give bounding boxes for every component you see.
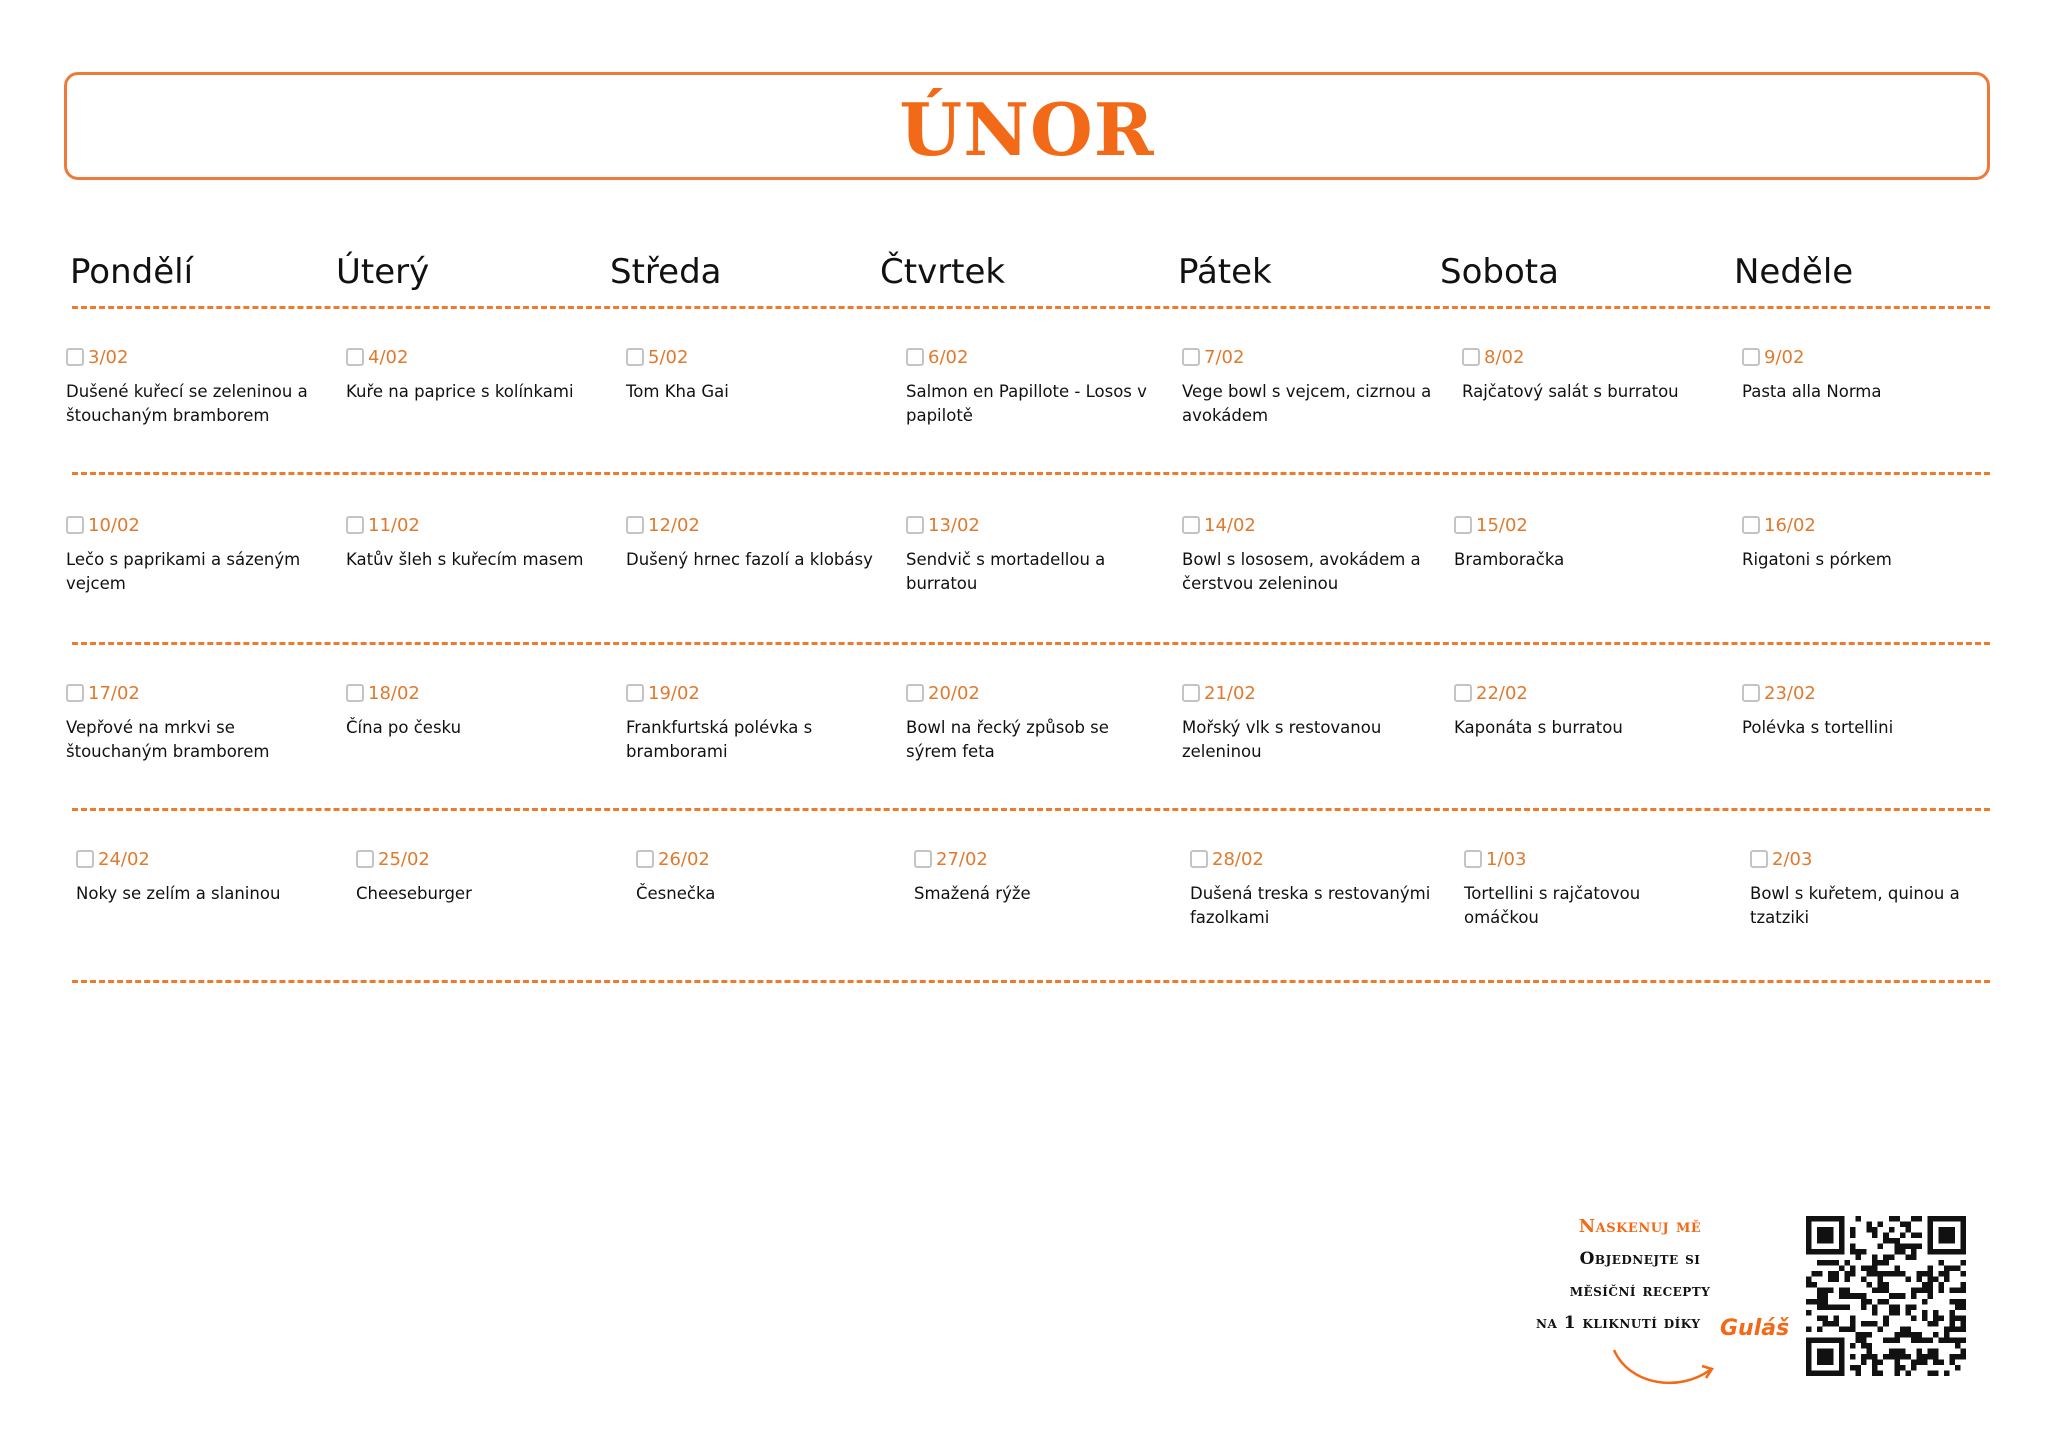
cell-header <box>1454 680 1709 706</box>
date-label: 24/02 <box>98 848 150 870</box>
promo-heading: Naskenuj mě <box>1578 1216 1702 1237</box>
date-label: 12/02 <box>648 514 700 536</box>
cell-header <box>346 680 601 706</box>
meal-checkbox[interactable] <box>906 684 924 702</box>
day-cell <box>1742 512 1997 572</box>
day-cell <box>1182 344 1437 428</box>
cell-header <box>1190 846 1445 872</box>
day-header: Pondělí <box>70 252 194 292</box>
date-label: 5/02 <box>648 346 689 368</box>
date-label: 22/02 <box>1476 682 1528 704</box>
meal-checkbox[interactable] <box>1750 850 1768 868</box>
day-cell <box>914 846 1169 906</box>
cell-header <box>1742 344 1997 370</box>
day-cell <box>66 680 321 764</box>
day-cell <box>66 344 321 428</box>
cell-header <box>1182 344 1437 370</box>
day-cell <box>906 512 1161 596</box>
meal-name: Tortellini s rajčatovou omáčkou <box>1464 884 1641 927</box>
date-label: 8/02 <box>1484 346 1525 368</box>
meal-name: Tom Kha Gai <box>626 382 729 401</box>
cell-header <box>626 680 881 706</box>
meal-checkbox[interactable] <box>66 348 84 366</box>
meal-name: Polévka s tortellini <box>1742 718 1894 737</box>
meal-checkbox[interactable] <box>1454 516 1472 534</box>
day-cell <box>346 680 601 740</box>
cell-header <box>346 344 601 370</box>
meal-checkbox[interactable] <box>1464 850 1482 868</box>
cell-header <box>1742 512 1997 538</box>
meal-checkbox[interactable] <box>356 850 374 868</box>
meal-name: Vepřové na mrkvi se štouchaným bramborem <box>66 718 270 761</box>
day-cell <box>626 680 881 764</box>
date-label: 11/02 <box>368 514 420 536</box>
meal-checkbox[interactable] <box>1454 684 1472 702</box>
cell-header <box>1462 344 1717 370</box>
meal-checkbox[interactable] <box>1182 348 1200 366</box>
day-cell <box>1742 344 1997 404</box>
day-cell <box>626 344 881 404</box>
meal-checkbox[interactable] <box>1462 348 1480 366</box>
day-cell <box>1454 680 1709 740</box>
date-label: 1/03 <box>1486 848 1527 870</box>
dashed-divider <box>72 472 1990 475</box>
day-cell <box>66 512 321 596</box>
day-cell <box>1464 846 1719 930</box>
date-label: 15/02 <box>1476 514 1528 536</box>
meal-name: Kuře na paprice s kolínkami <box>346 382 574 401</box>
cell-header <box>914 846 1169 872</box>
cell-header <box>356 846 611 872</box>
meal-name: Dušený hrnec fazolí a klobásy <box>626 550 873 569</box>
meal-checkbox[interactable] <box>906 516 924 534</box>
cell-header <box>626 512 881 538</box>
day-header: Úterý <box>336 252 430 292</box>
meal-name: Bowl s kuřetem, quinou a tzatziki <box>1750 884 1960 927</box>
day-header: Středa <box>610 252 722 292</box>
day-cell <box>1454 512 1709 572</box>
date-label: 27/02 <box>936 848 988 870</box>
date-label: 20/02 <box>928 682 980 704</box>
meal-checkbox[interactable] <box>626 348 644 366</box>
meal-checkbox[interactable] <box>906 348 924 366</box>
day-cell <box>1462 344 1717 404</box>
promo-line-2: měsíční recepty <box>1569 1281 1711 1301</box>
date-label: 23/02 <box>1764 682 1816 704</box>
cell-header <box>636 846 891 872</box>
curved-arrow-icon <box>1610 1346 1720 1396</box>
meal-name: Kaponáta s burratou <box>1454 718 1623 737</box>
day-header: Pátek <box>1178 252 1272 292</box>
meal-name: Pasta alla Norma <box>1742 382 1882 401</box>
date-label: 7/02 <box>1204 346 1245 368</box>
day-cell <box>1182 680 1437 764</box>
qr-code-icon[interactable] <box>1806 1216 1966 1376</box>
day-header: Neděle <box>1734 252 1854 292</box>
meal-name: Dušená treska s restovanými fazolkami <box>1190 884 1431 927</box>
date-label: 21/02 <box>1204 682 1256 704</box>
page-title: ÚNOR <box>899 87 1155 172</box>
meal-name: Cheeseburger <box>356 884 472 903</box>
day-cell <box>906 680 1161 764</box>
title-banner <box>64 72 1990 180</box>
meal-name: Mořský vlk s restovanou zeleninou <box>1182 718 1382 761</box>
date-label: 18/02 <box>368 682 420 704</box>
meal-checkbox[interactable] <box>1742 684 1760 702</box>
day-cell <box>346 512 601 572</box>
day-cell <box>636 846 891 906</box>
date-label: 17/02 <box>88 682 140 704</box>
day-cell <box>1190 846 1445 930</box>
date-label: 14/02 <box>1204 514 1256 536</box>
cell-header <box>906 680 1161 706</box>
meal-checkbox[interactable] <box>626 684 644 702</box>
meal-checkbox[interactable] <box>626 516 644 534</box>
brand-logo: Guláš <box>1720 1316 1790 1341</box>
date-label: 10/02 <box>88 514 140 536</box>
meal-checkbox[interactable] <box>346 684 364 702</box>
day-cell <box>1742 680 1997 740</box>
meal-checkbox[interactable] <box>636 850 654 868</box>
cell-header <box>1454 512 1709 538</box>
meal-checkbox[interactable] <box>346 516 364 534</box>
date-label: 13/02 <box>928 514 980 536</box>
cell-header <box>1464 846 1719 872</box>
cell-header <box>906 344 1161 370</box>
day-cell <box>76 846 331 906</box>
dashed-divider <box>72 980 1990 983</box>
day-cell <box>1182 512 1437 596</box>
date-label: 4/02 <box>368 346 409 368</box>
meal-name: Sendvič s mortadellou a burratou <box>906 550 1106 593</box>
date-label: 3/02 <box>88 346 129 368</box>
meal-name: Bowl s lososem, avokádem a čerstvou zeleninou <box>1182 550 1421 593</box>
meal-name: Česnečka <box>636 884 716 903</box>
cell-header <box>346 512 601 538</box>
meal-name: Salmon en Papillote - Losos v papilotě <box>906 382 1147 425</box>
cell-header <box>626 344 881 370</box>
cell-header <box>66 512 321 538</box>
meal-name: Katův šleh s kuřecím masem <box>346 550 584 569</box>
day-cell <box>346 344 601 404</box>
meal-checkbox[interactable] <box>1742 516 1760 534</box>
meal-name: Noky se zelím a slaninou <box>76 884 281 903</box>
day-cell <box>356 846 611 906</box>
day-cell <box>906 344 1161 428</box>
day-cell <box>626 512 881 572</box>
meal-checkbox[interactable] <box>1182 516 1200 534</box>
meal-name: Čína po česku <box>346 718 462 737</box>
meal-name: Bramboračka <box>1454 550 1565 569</box>
meal-name: Lečo s paprikami a sázeným vejcem <box>66 550 301 593</box>
day-header: Čtvrtek <box>880 252 1006 292</box>
day-header: Sobota <box>1440 252 1559 292</box>
meal-name: Vege bowl s vejcem, cizrnou a avokádem <box>1182 382 1432 425</box>
meal-name: Dušené kuřecí se zeleninou a štouchaným bramborem <box>66 382 308 425</box>
cell-header <box>906 512 1161 538</box>
meal-checkbox[interactable] <box>66 516 84 534</box>
date-label: 16/02 <box>1764 514 1816 536</box>
meal-checkbox[interactable] <box>1742 348 1760 366</box>
date-label: 6/02 <box>928 346 969 368</box>
dashed-divider <box>72 808 1990 811</box>
meal-name: Bowl na řecký způsob se sýrem feta <box>906 718 1109 761</box>
cell-header <box>1742 680 1997 706</box>
meal-name: Frankfurtská polévka s bramborami <box>626 718 813 761</box>
meal-checkbox[interactable] <box>66 684 84 702</box>
meal-name: Smažená rýže <box>914 884 1031 903</box>
date-label: 26/02 <box>658 848 710 870</box>
meal-checkbox[interactable] <box>1182 684 1200 702</box>
meal-checkbox[interactable] <box>914 850 932 868</box>
meal-checkbox[interactable] <box>1190 850 1208 868</box>
date-label: 19/02 <box>648 682 700 704</box>
dashed-divider <box>72 642 1990 645</box>
meal-name: Rigatoni s pórkem <box>1742 550 1892 569</box>
meal-checkbox[interactable] <box>76 850 94 868</box>
date-label: 25/02 <box>378 848 430 870</box>
promo-line-1: Objednejte si <box>1579 1249 1701 1269</box>
cell-header <box>66 344 321 370</box>
cell-header <box>1182 512 1437 538</box>
dashed-divider <box>72 306 1990 309</box>
cell-header <box>66 680 321 706</box>
meal-name: Rajčatový salát s burratou <box>1462 382 1679 401</box>
date-label: 2/03 <box>1772 848 1813 870</box>
date-label: 9/02 <box>1764 346 1805 368</box>
date-label: 28/02 <box>1212 848 1264 870</box>
meal-checkbox[interactable] <box>346 348 364 366</box>
cell-header <box>76 846 331 872</box>
promo-line-3: na 1 kliknutí díky <box>1536 1313 1701 1333</box>
day-cell <box>1750 846 2005 930</box>
cell-header <box>1750 846 2005 872</box>
cell-header <box>1182 680 1437 706</box>
